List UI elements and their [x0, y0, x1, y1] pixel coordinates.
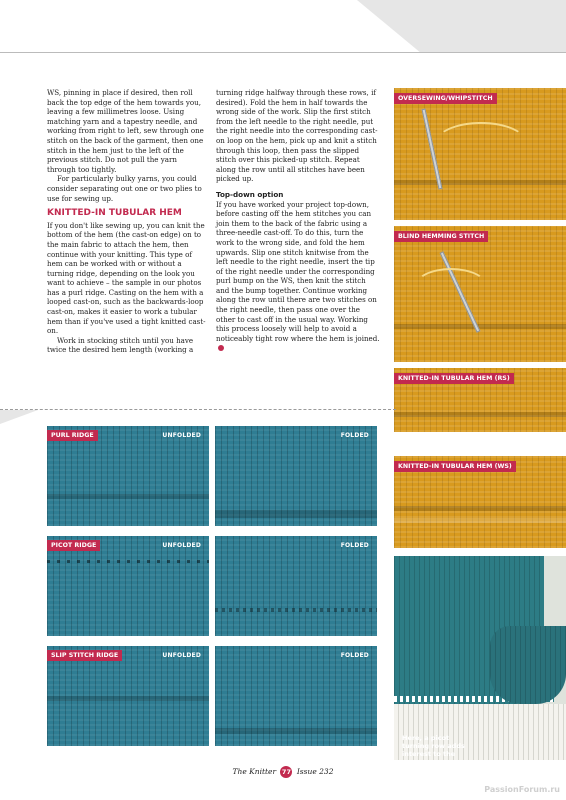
- hem-fold-line: [394, 180, 566, 185]
- paragraph: If you don't like sewing up, you can knit the bottom of the hem (the cast-on edge) on to the main fabric to attach the hem, then continue with your knitting. This type of hem can be worked with or without a turning ridge, depending on the look you want to achieve – the sample in our photos has a purl ridge. Casting on the hem with a looped cast-on, such as the backwards-loop cast-on, makes it easier to work a tubular hem than if you've used a tight knitted cast-on.: [47, 220, 206, 336]
- yarn-strand: [434, 122, 528, 166]
- article-column-2: [216, 88, 380, 353]
- watermark: PassionForum.ru: [484, 785, 560, 794]
- end-of-article-icon: [218, 345, 224, 351]
- photo-oversewing: [394, 88, 566, 220]
- paragraph: turning ridge halfway through these rows, if desired). Fold the hem in half towards the wrong side of the work. Slip the first stitch from the left needle to the right needle, put the right needle into the corresponding cast-on loop on the hem, pick up and knit a stitch through this loop, then pass the slipped stitch over this picked-up stitch. Repeat along the row until all stitches have been picked up.: [216, 88, 378, 184]
- magazine-name: The Knitter: [232, 767, 277, 776]
- state-label: FOLDED: [340, 542, 369, 549]
- hem-fold-line: [394, 506, 566, 511]
- folded-edge: [215, 510, 377, 518]
- section-heading: KNITTED-IN TUBULAR HEM: [47, 208, 182, 219]
- state-label: UNFOLDED: [162, 432, 201, 439]
- page-number: 77: [281, 768, 291, 776]
- state-label: FOLDED: [340, 432, 369, 439]
- purl-ridge: [47, 494, 209, 499]
- swatch-picot-ridge-folded: [215, 536, 377, 636]
- yarn-strand: [414, 268, 488, 306]
- article-column-1: [47, 88, 207, 355]
- swatch-row-label: SLIP STITCH RIDGE: [47, 650, 122, 661]
- decorative-corner-top: [357, 0, 566, 52]
- photo-caption: Here, a picot turning row adds interest to the folded hem: [402, 734, 465, 767]
- photo-label: BLIND HEMMING STITCH: [394, 231, 488, 242]
- paragraph: Work in stocking stitch until you have twice the desired hem length (working a: [47, 335, 194, 355]
- paragraph-text: If you have worked your project top-down, before casting off the hem stitches you can join them to the back of the fabric using a three-needle cast-off. To do this, turn the work to the wrong side, and fold the hem upwards. Slip one stitch knitwise from the left needle to the right needle, insert the tip of the right needle under the corresponding purl bump on the WS, then knit the stitch and the bump together. Continue working along the row until there are two stitches on the right needle, then pass one over the other to cast off in the usual way. Working this process loosely will help to avoid a noticeably tight row where the hem is joined.: [216, 199, 380, 343]
- swatch-picot-ridge-unfolded: [47, 536, 209, 636]
- photo-tubular-rs: [394, 368, 566, 432]
- photo-blind-hemming: [394, 226, 566, 362]
- photo-label: OVERSEWING/WHIPSTITCH: [394, 93, 497, 104]
- swatch-row-label: PURL RIDGE: [47, 430, 98, 441]
- state-label: UNFOLDED: [162, 652, 201, 659]
- hem-fold-line: [394, 518, 566, 523]
- swatch-row-label: PICOT RIDGE: [47, 540, 100, 551]
- page-footer: [0, 766, 566, 778]
- slip-stitch-ridge: [47, 696, 209, 701]
- hem-fold-line: [394, 412, 566, 417]
- state-label: FOLDED: [340, 652, 369, 659]
- folded-edge: [215, 728, 377, 734]
- section-divider: [0, 409, 396, 410]
- swatch-slip-stitch-ridge-folded: [215, 646, 377, 746]
- paragraph: [216, 200, 380, 354]
- photo-tubular-ws: [394, 456, 566, 548]
- issue-number: Issue 232: [296, 767, 334, 776]
- subheading: Top-down option: [216, 189, 284, 199]
- picot-eyelet-row: [47, 560, 209, 563]
- header-divider: [0, 52, 566, 53]
- hem-fold-line: [394, 324, 566, 329]
- sleeve: [490, 626, 566, 704]
- photo-label: KNITTED-IN TUBULAR HEM (WS): [394, 461, 516, 472]
- photo-garment-picot-hem: [394, 556, 566, 760]
- paragraph: WS, pinning in place if desired, then roll back the top edge of the hem towards you, leaving a few millimetres loose. Using matching yarn and a tapestry needle, and working from right to left, sew through one stitch on the back of the garment, then one stitch in the hem just to the left of the previous stitch. Do not pull the yarn through too tightly.: [47, 88, 204, 174]
- photo-label: KNITTED-IN TUBULAR HEM (RS): [394, 373, 514, 384]
- decorative-corner-left: [0, 410, 38, 424]
- state-label: UNFOLDED: [162, 542, 201, 549]
- swatch-purl-ridge-folded: [215, 426, 377, 526]
- swatch-slip-stitch-ridge-unfolded: [47, 646, 209, 746]
- paragraph: For particularly bulky yarns, you could consider separating out one or two plies to use for sewing up.: [47, 174, 202, 203]
- swatch-purl-ridge-unfolded: [47, 426, 209, 526]
- picot-edge: [215, 608, 377, 612]
